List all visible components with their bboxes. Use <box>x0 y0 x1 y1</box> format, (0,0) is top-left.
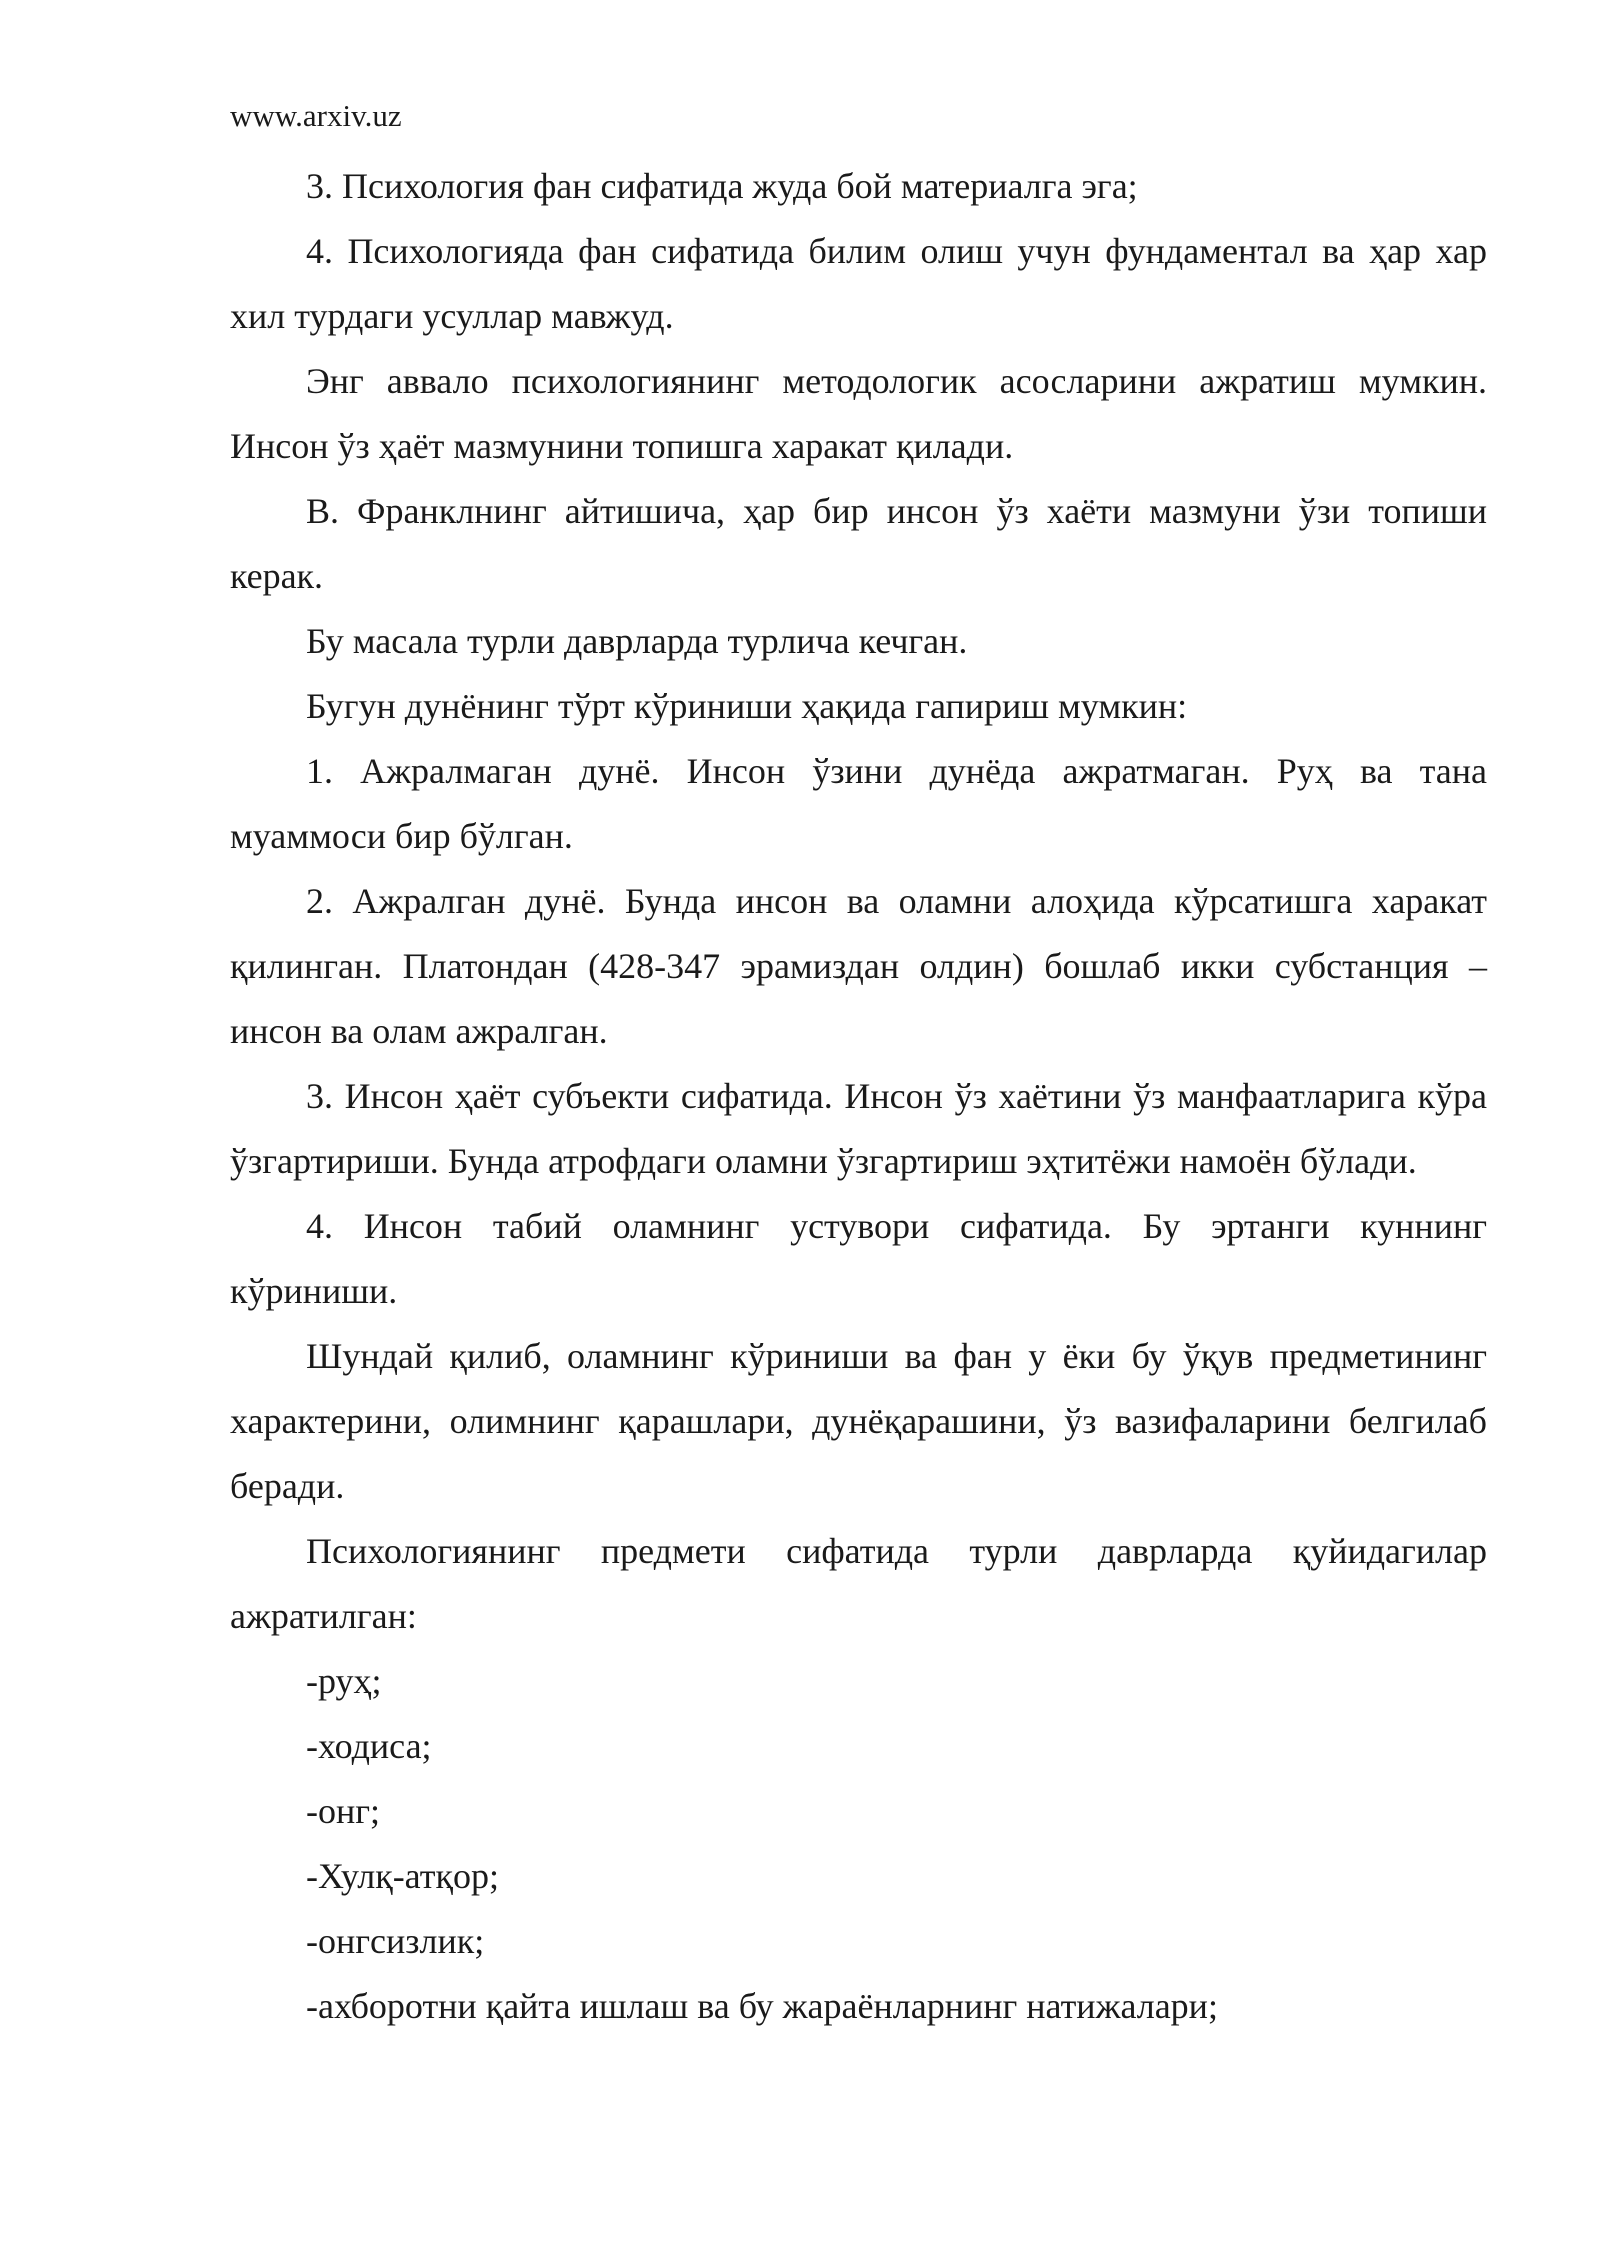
paragraph: Шундай қилиб, оламнинг кўриниши ва фан у ёки бу ўқув предметининг характерини, олимнинг қарашлари, дунёқарашини, ўз вазифаларини белгилаб беради. <box>230 1336 1487 1506</box>
paragraph: 1. Ажралмаган дунё. Инсон ўзини дунёда ажратмаган. Руҳ ва тана муаммоси бир бўлган. <box>230 751 1487 856</box>
paragraph: В. Франклнинг айтишича, ҳар бир инсон ўз хаёти мазмуни ўзи топиши керак. <box>230 491 1487 596</box>
list-item: -ахборотни қайта ишлаш ва бу жараёнларнинг натижалари; <box>306 1986 1218 2026</box>
document-body <box>230 154 1487 2039</box>
paragraph: Бу масала турли даврларда турлича кечган. <box>306 621 968 661</box>
list-item: -руҳ; <box>306 1661 382 1701</box>
page-header-site: www.arxiv.uz <box>230 98 402 133</box>
list-item: -онгсизлик; <box>306 1921 485 1961</box>
list-item: -Хулқ-атқор; <box>306 1856 499 1896</box>
paragraph: Энг аввало психологиянинг методологик асосларини ажратиш мумкин. Инсон ўз ҳаёт мазмунини топишга харакат қилади. <box>230 361 1487 466</box>
paragraph: 3. Психология фан сифатида жуда бой материалга эга; <box>306 166 1138 206</box>
paragraph: Психологиянинг предмети сифатида турли даврларда қуйидагилар ажратилган: <box>230 1531 1487 1636</box>
list-item: -ходиса; <box>306 1726 432 1766</box>
paragraph: 3. Инсон ҳаёт субъекти сифатида. Инсон ўз хаётини ўз манфаатларига кўра ўзгартириши. Бунда атрофдаги оламни ўзгартириш эҳтитёжи намоён бўлади. <box>230 1076 1487 1181</box>
paragraph: 2. Ажралган дунё. Бунда инсон ва оламни алоҳида кўрсатишга харакат қилинган. Платондан (428-347 эрамиздан олдин) бошлаб икки субстанция – инсон ва олам ажралган. <box>230 881 1487 1051</box>
paragraph: 4. Инсон табий оламнинг устувори сифатида. Бу эртанги куннинг кўриниши. <box>230 1206 1487 1311</box>
paragraph: Бугун дунёнинг тўрт кўриниши ҳақида гапириш мумкин: <box>306 686 1188 726</box>
list-item: -онг; <box>306 1791 381 1831</box>
paragraph: 4. Психологияда фан сифатида билим олиш учун фундаментал ва ҳар хар хил турдаги усуллар мавжуд. <box>230 231 1487 336</box>
